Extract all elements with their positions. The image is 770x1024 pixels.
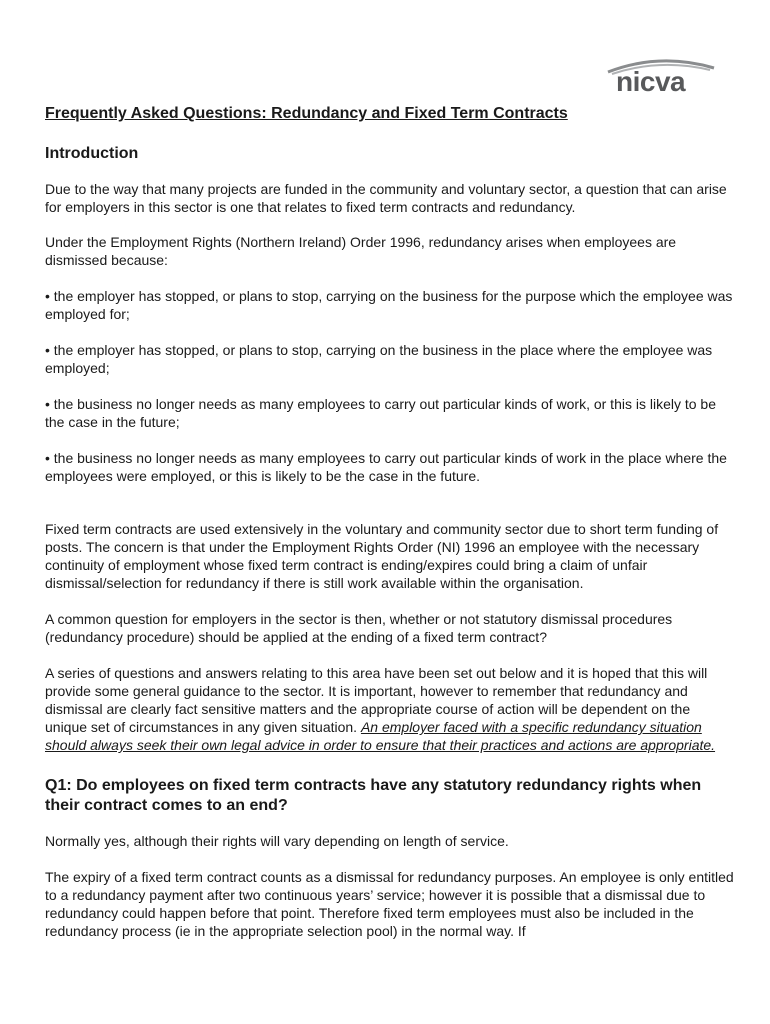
bullet-item-1: • the employer has stopped, or plans to stop, carrying on the business for the purpose which the employee was employed for; <box>45 288 733 322</box>
q1-answer-2: The expiry of a fixed term contract counts as a dismissal for redundancy purposes. An employee is only entitled to a redundancy payment after two continuous years’ service; however it is possible that a dismissal due to redundancy could happen before that point. Therefore fixed term employees must also be included in the redundancy process (ie in the appropriate selection pool) in the normal way. If <box>45 869 734 939</box>
intro-paragraph-2: Under the Employment Rights (Northern Ireland) Order 1996, redundancy arises when employees are dismissed because: <box>45 234 677 268</box>
series-paragraph <box>45 664 735 754</box>
document-body <box>45 104 735 940</box>
common-question-paragraph: A common question for employers in the sector is then, whether or not statutory dismissal procedures (redundancy procedure) should be applied at the ending of a fixed term contract? <box>45 611 673 645</box>
bullet-item-3: • the business no longer needs as many employees to carry out particular kinds of work, or this is likely to be the case in the future; <box>45 396 717 430</box>
legal-advice-emphasis: An employer faced with a specific redundancy situation should always seek their own legal advice in order to ensure that their practices and actions are appropriate. <box>45 719 716 753</box>
fixed-term-paragraph: Fixed term contracts are used extensively in the voluntary and community sector due to short term funding of posts. The concern is that under the Employment Rights Order (NI) 1996 an employee with the necessary continuity of employment whose fixed term contract is ending/expires could bring a claim of unfair dismissal/selection for redundancy if there is still work available within the organisation. <box>45 521 719 591</box>
q1-answer-1: Normally yes, although their rights will vary depending on length of service. <box>45 833 509 849</box>
q1-heading: Q1: Do employees on fixed term contracts have any statutory redundancy rights when their contract comes to an end? <box>45 777 702 814</box>
intro-paragraph-1: Due to the way that many projects are funded in the community and voluntary sector, a question that can arise for employers in this sector is one that relates to fixed term contracts and redundancy. <box>45 181 727 215</box>
series-text: A series of questions and answers relating to this area have been set out below and it is hoped that this will provide some general guidance to the sector. It is important, however to remember that redundancy and dismissal are clearly fact sensitive matters and the appropriate course of action will be dependent on the unique set of circumstances in any given situation. <box>45 665 708 735</box>
logo-text: nicva <box>616 66 686 97</box>
document-title: Frequently Asked Questions: Redundancy and Fixed Term Contracts <box>45 105 568 122</box>
nicva-logo <box>602 56 720 102</box>
introduction-heading: Introduction <box>45 145 139 162</box>
bullet-item-4: • the business no longer needs as many employees to carry out particular kinds of work in the place where the employees were employed, or this is likely to be the case in the future. <box>45 450 727 484</box>
bullet-item-2: • the employer has stopped, or plans to stop, carrying on the business in the place where the employee was employed; <box>45 342 713 376</box>
